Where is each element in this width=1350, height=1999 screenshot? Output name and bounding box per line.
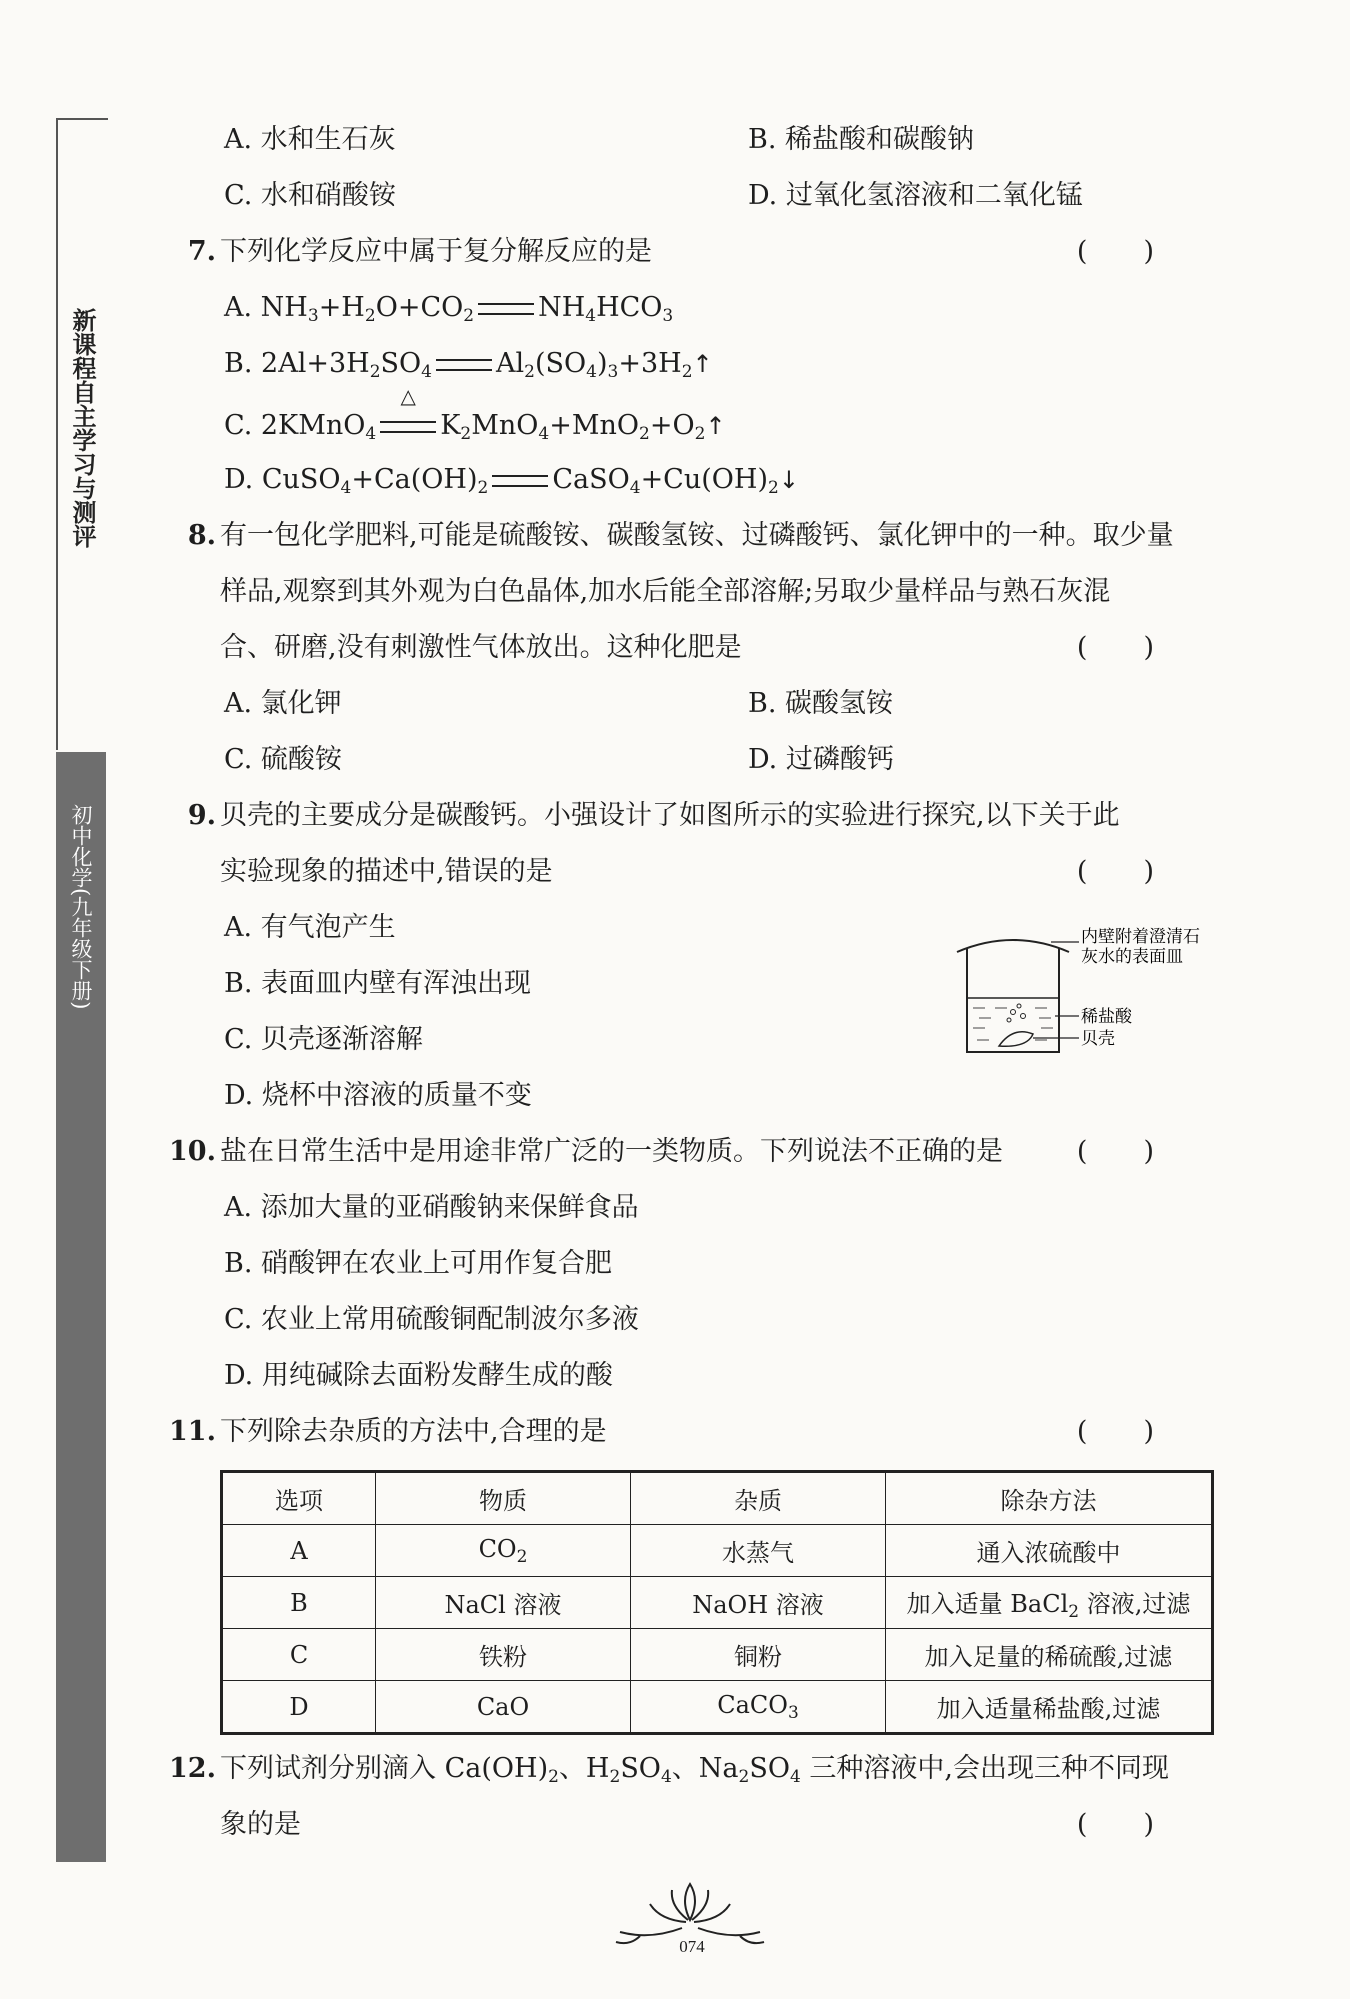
q10-option-b: B. 硝酸钾在农业上可用作复合肥 <box>224 1248 613 1279</box>
table-cell: A <box>222 1525 376 1577</box>
table-cell: D <box>222 1681 376 1734</box>
q8-option-b: B. 碳酸氢铵 <box>748 688 894 719</box>
q8-stem-line-3: 合、研磨,没有刺激性气体放出。这种化肥是 () <box>170 620 1220 676</box>
q11-answer-blank[interactable]: () <box>1076 1416 1210 1447</box>
q8-stem-line-1: 8. 有一包化学肥料,可能是硫酸铵、碳酸氢铵、过磷酸钙、氯化钾中的一种。取少量 <box>170 508 1220 564</box>
q12-stem-line-1: 12. 下列试剂分别滴入 $Ca(OH)_2$、$H_2SO_4$、$Na_2SO_4$ 三种溶液中,会出现三种不同现 <box>170 1741 1220 1797</box>
q7-answer-blank[interactable]: () <box>1076 236 1210 267</box>
up-arrow-icon: ↑ <box>692 350 713 378</box>
series-title: 新课程自主学习与测评 <box>68 308 97 548</box>
table-cell: 加入适量 BaCl$_2$ 溶液,过滤 <box>886 1577 1213 1629</box>
q8-option-c: C. 硫酸铵 <box>224 744 342 775</box>
q7-option-b: B. $2Al+3H_2SO_4$ $Al_2(SO_4)_3+3H_2↑$ <box>170 336 1220 392</box>
table-cell: 铜粉 <box>631 1629 886 1681</box>
table-cell: CaCO$_3$ <box>631 1681 886 1734</box>
up-arrow-icon: ↑ <box>705 412 726 440</box>
q7-stem <box>170 224 1220 280</box>
table-header-row <box>222 1472 1213 1525</box>
q6-option-c: C. 水和硝酸铵 <box>224 180 396 211</box>
q9-option-a: A. 有气泡产生 <box>224 912 396 943</box>
table-header: 除杂方法 <box>886 1472 1213 1525</box>
q7-option-c: C. 2KMnO$_4$ △ $K_2MnO_4+MnO_2+O_2↑$ <box>170 392 1220 452</box>
q8-option-d: D. 过磷酸钙 <box>748 744 894 775</box>
q12-answer-blank[interactable]: () <box>1076 1809 1210 1840</box>
q7-option-a: A. $NH_3+H_2O+CO_2$ $NH_4HCO_3$ <box>170 280 1220 336</box>
q7-option-d: D. $CuSO_4+Ca(OH)_2$ $CaSO_4+Cu(OH)_2↓$ <box>170 452 1220 508</box>
equals-sign <box>488 452 552 508</box>
q10-option-d: D. 用纯碱除去面粉发酵生成的酸 <box>224 1360 613 1391</box>
sidebar-book-tab <box>56 752 106 1862</box>
equals-sign <box>474 280 538 336</box>
page-number: 074 <box>679 1937 705 1956</box>
equals-sign <box>432 336 496 392</box>
heat-equals-sign <box>376 384 440 460</box>
q6-option-d: D. 过氧化氢溶液和二氧化锰 <box>748 180 1083 211</box>
q12-stem-line-2: 象的是 () <box>170 1797 1220 1853</box>
q8-options-row-2 <box>170 732 1220 788</box>
label-shell: 贝壳 <box>1081 1029 1115 1049</box>
label-watch-glass-2: 灰水的表面皿 <box>1081 947 1183 967</box>
table-cell: 铁粉 <box>376 1629 631 1681</box>
q7-number: 7. <box>187 236 216 267</box>
table-row <box>222 1681 1213 1734</box>
q6-options-row-1 <box>170 112 1220 168</box>
q9-answer-blank[interactable]: () <box>1076 856 1210 887</box>
table-header: 物质 <box>376 1472 631 1525</box>
table-cell: NaCl 溶液 <box>376 1577 631 1629</box>
beaker-experiment-diagram <box>955 922 1225 1062</box>
q11-number: 11. <box>169 1416 216 1447</box>
q8-option-a: A. 氯化钾 <box>224 688 342 719</box>
table-row <box>222 1629 1213 1681</box>
table-header: 选项 <box>222 1472 376 1525</box>
book-title: 初中化学(九年级下册) <box>69 804 93 1010</box>
q9-stem-line-2: 实验现象的描述中,错误的是 () <box>170 844 1220 900</box>
q10-number: 10. <box>169 1136 216 1167</box>
table-row <box>222 1525 1213 1577</box>
q9-option-b: B. 表面皿内壁有浑浊出现 <box>224 968 532 999</box>
q6-option-a: A. 水和生石灰 <box>224 124 396 155</box>
q9-stem-line-1: 9. 贝壳的主要成分是碳酸钙。小强设计了如图所示的实验进行探究,以下关于此 <box>170 788 1220 844</box>
q7-text: 下列化学反应中属于复分解反应的是 <box>220 236 652 267</box>
q12-number: 12. <box>169 1753 216 1784</box>
acid-hatching <box>973 1008 1053 1040</box>
q11-stem: 11. 下列除去杂质的方法中,合理的是 () <box>170 1404 1220 1460</box>
beaker-icon <box>967 948 1059 1052</box>
label-watch-glass-1: 内壁附着澄清石 <box>1081 927 1200 947</box>
label-acid: 稀盐酸 <box>1081 1007 1132 1027</box>
q10-stem: 10. 盐在日常生活中是用途非常广泛的一类物质。下列说法不正确的是 () <box>170 1124 1220 1180</box>
table-cell: NaOH 溶液 <box>631 1577 886 1629</box>
table-cell: CaO <box>376 1681 631 1734</box>
q10-option-c: C. 农业上常用硫酸铜配制波尔多液 <box>224 1304 639 1335</box>
q8-answer-blank[interactable]: () <box>1076 632 1210 663</box>
table-cell: $CO_2$ <box>376 1525 631 1577</box>
table-cell: 通入浓硫酸中 <box>886 1525 1213 1577</box>
table-cell: C <box>222 1629 376 1681</box>
down-arrow-icon: ↓ <box>778 466 799 494</box>
q9-number: 9. <box>187 800 216 831</box>
table-cell: 加入足量的稀硫酸,过滤 <box>886 1629 1213 1681</box>
shell-icon <box>999 1032 1033 1047</box>
q8-options-row-1 <box>170 676 1220 732</box>
table-cell: B <box>222 1577 376 1629</box>
table-header: 杂质 <box>631 1472 886 1525</box>
heat-icon: △ <box>400 384 416 408</box>
sidebar-series-tab <box>56 118 108 750</box>
q8-number: 8. <box>187 520 216 551</box>
q9-option-c: C. 贝壳逐渐溶解 <box>224 1024 423 1055</box>
q8-stem-line-2: 样品,观察到其外观为白色晶体,加水后能全部溶解;另取少量样品与熟石灰混 <box>220 576 1111 607</box>
bubble-icon <box>1007 1004 1026 1022</box>
q10-answer-blank[interactable]: () <box>1076 1136 1210 1167</box>
q10-option-a: A. 添加大量的亚硝酸钠来保鲜食品 <box>224 1192 639 1223</box>
table-cell: 加入适量稀盐酸,过滤 <box>886 1681 1213 1734</box>
q6-options-row-2 <box>170 168 1220 224</box>
q6-option-b: B. 稀盐酸和碳酸钠 <box>748 124 975 155</box>
table-row <box>222 1577 1213 1629</box>
table-cell: 水蒸气 <box>631 1525 886 1577</box>
q11-table <box>220 1470 1214 1735</box>
q9-option-d: D. 烧杯中溶液的质量不变 <box>224 1080 532 1111</box>
